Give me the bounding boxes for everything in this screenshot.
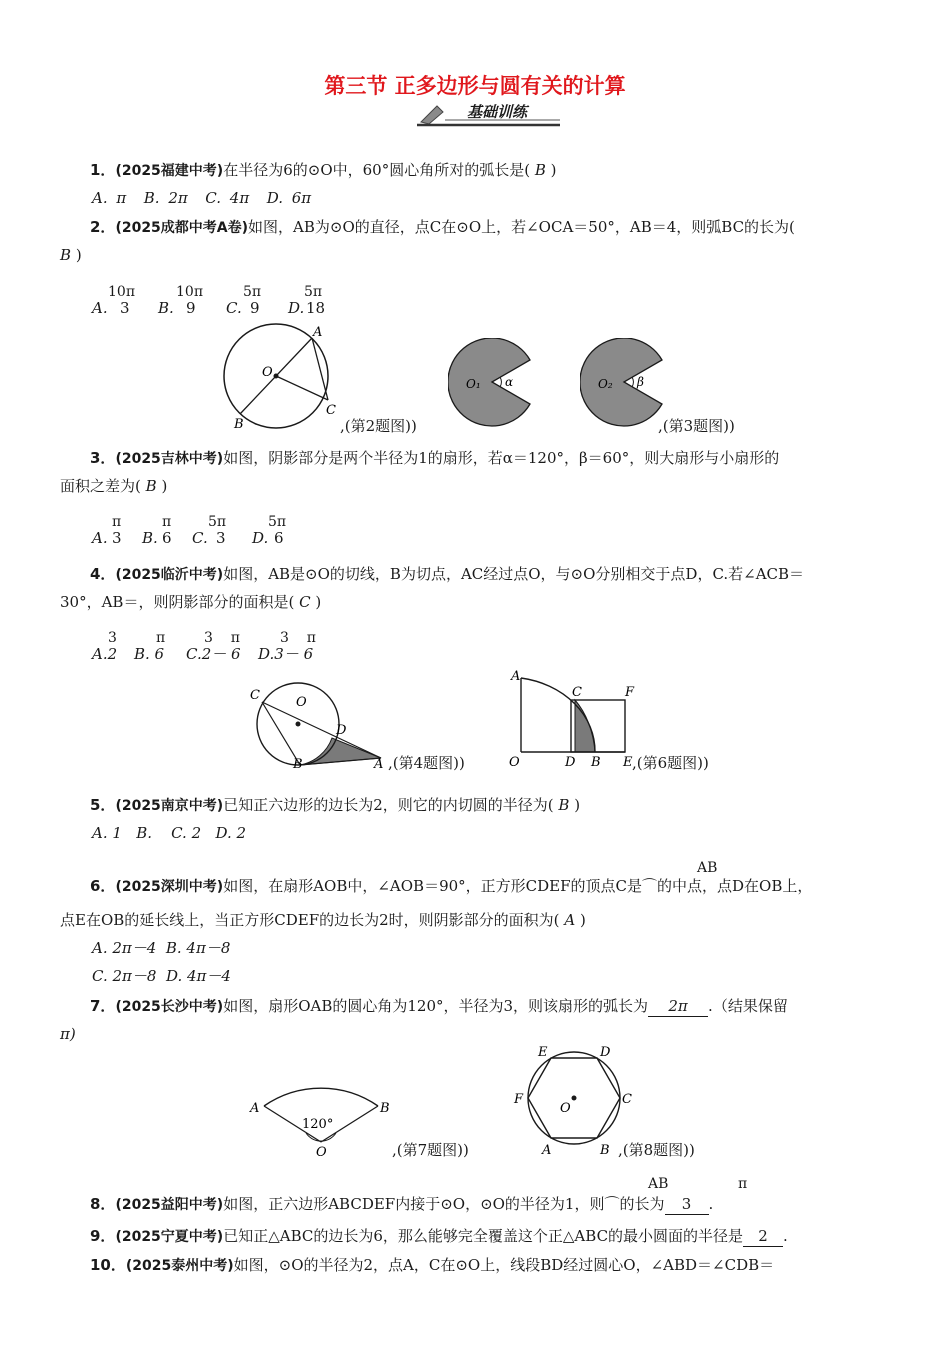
label-o: O [560,1101,571,1116]
numerator: 3 [108,630,117,646]
label-a: A [542,1143,552,1158]
q-text: 在半径为6的⊙O中，60°圆心角所对的弧长是( [223,161,531,179]
q-text: 30°，AB＝，则阴影部分的面积是( [60,593,295,611]
label-o1: O₁ [466,377,481,391]
figure-q7-sector [246,1060,396,1160]
q-number: 5． [90,796,116,814]
option-d: D. 4π－4 [165,967,231,985]
q-number: 7． [90,997,116,1015]
q-text: 面积之差为( [60,477,141,495]
caption-fig8: ,(第8题图)) [618,1141,695,1159]
label-alpha: α [505,375,514,389]
option-c: C. 2 [171,824,202,842]
label-b: B [293,757,303,772]
label-o: O [296,695,307,710]
option-d: D. 2 [215,824,247,842]
section-badge [415,100,565,128]
q6-options-row2 [92,966,231,986]
q-text: .（结果保留 [708,997,788,1015]
option: D.3－ 6 [258,645,314,663]
q-close: ) [574,796,581,814]
question-10 [90,1255,774,1276]
q-answer: B [145,477,157,495]
arc-icon: ⌒ [604,1195,620,1213]
label-b: B [591,755,601,770]
option-b: B. 4π－8 [165,939,231,957]
caption-fig2: ,(第2题图)) [340,417,417,435]
denominator: 3 [112,529,122,547]
label-d: D [565,755,576,770]
q-number: 8． [90,1195,116,1213]
q-text: 的长为 [619,1195,665,1213]
q-source: (2025吉林中考) [115,451,224,467]
q-text: 如图，扇形OAB的圆心角为120°，半径为3，则该扇形的弧长为 [223,997,649,1015]
question-6 [90,876,812,897]
caption-fig6: ,(第6题图)) [632,754,709,772]
label-c: C [622,1092,632,1107]
q-answer: C [299,593,311,611]
q-answer-blank: 2 [743,1226,783,1247]
numerator: π [112,514,122,530]
q-source: (2025福建中考) [115,163,224,179]
option-d: D. 6π [266,189,312,207]
option-a: A. 1 [92,824,122,842]
question-4 [90,564,804,585]
q-text: 的中点，点D在OB上， [657,877,813,895]
q-answer: B [558,796,570,814]
q-source: (2025成都中考A卷) [115,220,249,236]
figure-q2-circle [220,320,350,435]
option-letter: D. [288,299,305,317]
label-f: F [625,685,635,700]
option-a: A. 2π－4 [92,939,157,957]
caption-fig4: ,(第4题图)) [388,754,465,772]
numerator: 5π [243,284,262,300]
option: B. 6 [134,645,165,663]
label-e: E [623,755,633,770]
option-letter: C. [192,529,208,547]
q2-answer-line [60,245,82,265]
q-text: 已知正六边形的边长为2，则它的内切圆的半径为( [223,796,554,814]
badge-label: 基础训练 [467,103,528,121]
q1-options [92,188,311,208]
numerator: π [156,630,166,646]
q-answer-blank: 3 [665,1194,709,1215]
q-end: . [708,1195,714,1213]
q-number: 2． [90,218,116,236]
option: A.2 [92,645,118,663]
page-title: 第三节 正多边形与圆有关的计算 [324,74,626,98]
numerator: 5π [208,514,227,530]
label-a: A [250,1101,260,1116]
label-c: C [326,403,336,418]
q-close: ) [550,161,557,179]
numerator: 3 π [280,630,316,646]
option-letter: B. [142,529,158,547]
q-source: (2025深圳中考) [115,879,224,895]
label-angle: 120° [302,1117,334,1132]
label-b: B [600,1143,610,1158]
denominator: 6 [274,529,284,547]
label-e: E [538,1045,548,1060]
question-9 [90,1226,788,1247]
option-letter: A. [92,529,108,547]
label-b: B [380,1101,390,1116]
label-b: B [234,417,244,432]
denominator: 9 [250,299,260,317]
q-answer: B [534,161,546,179]
q-text: 点E在OB的延长线上，当正方形CDEF的边长为2时，则阴影部分的面积为( [60,911,560,929]
denominator: 3 [120,299,130,317]
numerator: 5π [268,514,287,530]
q-number: 1． [90,161,116,179]
q-number: 4． [90,565,116,583]
numerator: 3 π [204,630,240,646]
q-text: 如图，⊙O的半径为2，点A，C在⊙O上，线段BD经过圆心O，∠ABD＝∠CDB＝ [233,1256,775,1274]
label-o: O [316,1145,327,1160]
q6-line2 [60,910,586,930]
option-letter: B. [158,299,174,317]
q-source: (2025长沙中考) [115,999,224,1015]
q-text: 如图，AB为⊙O的直径，点C在⊙O上，若∠OCA＝50°，AB＝4，则弧BC的长为( [248,218,795,236]
caption-fig7: ,(第7题图)) [392,1141,469,1159]
q-source: (2025益阳中考) [115,1197,224,1213]
numerator: 5π [304,284,323,300]
q6-arc-label: AB [697,860,718,876]
q4-line2 [60,592,321,612]
question-5 [90,795,580,816]
q-text: 如图，AB是⊙O的切线，B为切点，AC经过点O，与⊙O分别相交于点D，C.若∠ACB＝ [223,565,805,583]
q-end: . [783,1227,788,1245]
denominator: 3 [216,529,226,547]
figure-q3-sector-b [580,338,680,428]
option-b: B. 2π [143,189,188,207]
denominator: 18 [306,299,326,317]
denominator: 6 [162,529,172,547]
figure-q6-sector-square [505,668,645,770]
option-a: A. π [92,189,127,207]
option-b: B. [136,824,153,842]
label-c: C [572,685,582,700]
q-close: ) [161,477,168,495]
denominator: 9 [186,299,196,317]
label-beta: β [637,375,644,389]
option-c: C. 4π [205,189,250,207]
question-7 [90,996,788,1017]
numerator: π [162,514,172,530]
q-source: (2025南京中考) [115,798,224,814]
q-close: ) [315,593,322,611]
option: C.2－ 6 [186,645,241,663]
option-letter: D. [252,529,269,547]
question-2 [90,217,795,238]
q-number: 6． [90,877,116,895]
q3-line2 [60,476,167,496]
label-a: A [511,669,521,684]
label-a: A [374,757,384,772]
q-answer-blank: 2π [648,996,708,1017]
q-text: 如图，正六边形ABCDEF内接于⊙O，⊙O的半径为1，则 [223,1195,605,1213]
q-close: ) [579,911,586,929]
label-c: C [250,688,260,703]
label-o: O [262,365,273,380]
label-d: D [600,1045,611,1060]
q6-options-row1 [92,938,230,958]
option-c: C. 2π－8 [92,967,157,985]
q-number: 10． [90,1256,126,1274]
q-number: 9． [90,1227,116,1245]
q-text: 已知正△ABC的边长为6，那么能够完全覆盖这个正△ABC的最小圆面的半径是 [223,1227,744,1245]
q-close: ) [75,246,82,264]
q-source: (2025泰州中考) [125,1258,234,1274]
label-o2: O₂ [598,377,613,391]
label-o: O [509,755,520,770]
figure-q4-tangent [246,682,396,772]
option-letter: C. [226,299,242,317]
question-1 [90,160,557,181]
question-3 [90,448,779,469]
q-text: 如图，在扇形AOB中，∠AOB＝90°，正方形CDEF的顶点C是 [223,877,643,895]
q-text: 如图，阴影部分是两个半径为1的扇形，若α＝120°，β＝60°，则大扇形与小扇形的 [223,449,780,467]
q8-arc-label: AB [648,1176,669,1192]
q-source: (2025临沂中考) [115,567,224,583]
q5-options [92,823,246,843]
q8-answer-numerator: π [738,1176,748,1192]
arc-icon: ⌒ [642,877,658,895]
q-answer: B [60,246,72,264]
label-f: F [514,1092,524,1107]
q-number: 3． [90,449,116,467]
figure-q3-sector-a [448,338,548,428]
pencil-icon [421,106,443,124]
q7-line2: π) [60,1025,76,1043]
option-letter: A. [92,299,108,317]
caption-fig3: ,(第3题图)) [658,417,735,435]
q-answer: A [564,911,576,929]
label-a: A [313,325,323,340]
question-8 [90,1194,713,1215]
numerator: 10π [176,284,204,300]
q-source: (2025宁夏中考) [115,1229,224,1245]
numerator: 10π [108,284,136,300]
label-d: D [336,723,347,738]
